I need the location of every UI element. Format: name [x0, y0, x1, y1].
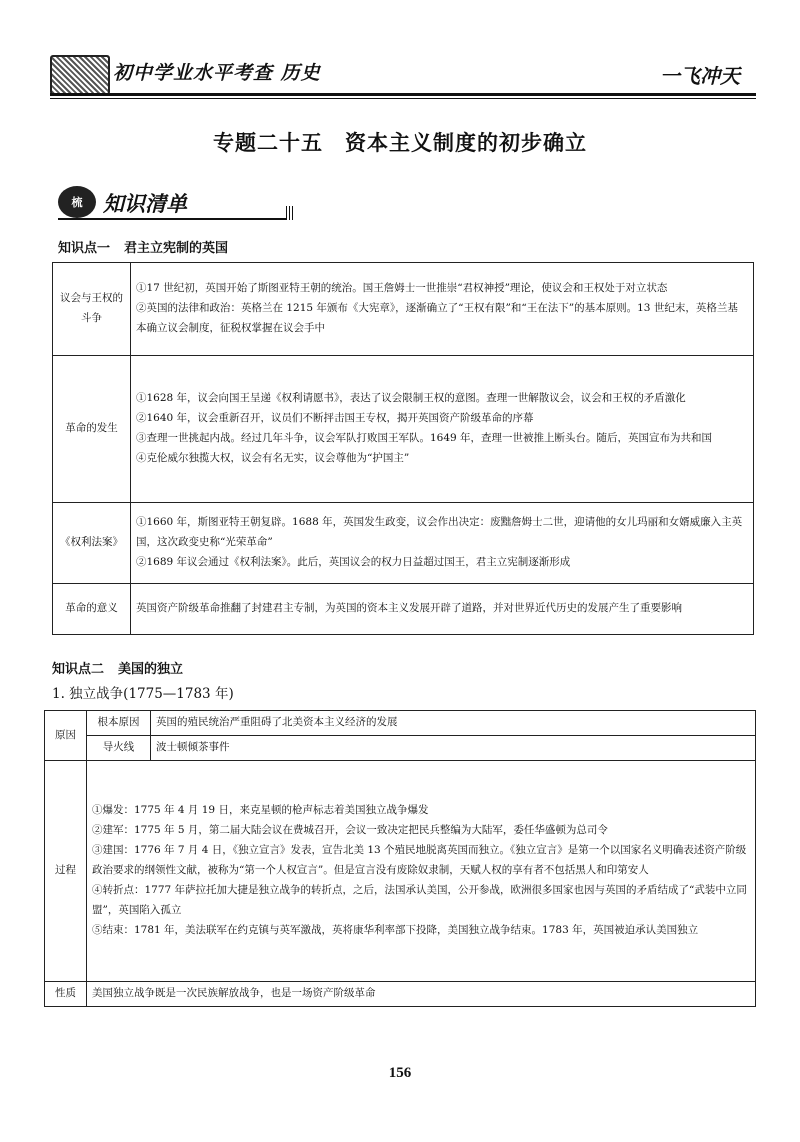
process-content	[87, 761, 756, 982]
table-row	[45, 736, 756, 761]
table-row	[45, 982, 756, 1007]
section2-heading	[52, 658, 183, 677]
knowledge-list-icon: 梳	[58, 186, 96, 218]
row-content	[131, 263, 754, 356]
knowledge-list-bars	[286, 206, 294, 220]
row-label: 革命的发生	[53, 356, 131, 503]
section2-table	[44, 710, 756, 1007]
list-item: ③建国：1776 年 7 月 4 日，《独立宣言》发表，宣告北美 13 个殖民地脱离英国而独立。《独立宣言》是第一个以国家名义明确表述资产阶级政治要求的纲领性文献，被称为“第一个人权宣言”。但是宣言没有废除奴隶制，天赋人权的享有者不包括黑人和印第安人	[92, 844, 747, 877]
brand-logo-text: 一飞冲天	[660, 64, 740, 88]
row-content	[131, 503, 754, 584]
topic-title: 专题二十五 资本主义制度的初步确立	[213, 130, 587, 155]
list-item: ②英国的法律和政治：英格兰在 1215 年颁布《大宪章》，逐渐确立了“王权有限”和“王在法下”的基本原则。13 世纪末，英格兰基本确立议会制度，征税权掌握在议会手中	[136, 302, 738, 334]
root-cause-text: 英国的殖民统治严重阻碍了北美资本主义经济的发展	[151, 711, 756, 736]
list-item: ②1689 年议会通过《权利法案》。此后，英国议会的权力日益超过国王，君主立宪制逐渐形成	[136, 555, 571, 568]
nature-text: 美国独立战争既是一次民族解放战争，也是一场资产阶级革命	[87, 982, 756, 1007]
row-label: 革命的意义	[53, 584, 131, 635]
section2-title: 美国的独立	[118, 662, 184, 677]
section2-subtitle: 1. 独立战争(1775—1783 年)	[52, 686, 234, 702]
section1-heading	[58, 237, 228, 256]
list-item: ①17 世纪初，英国开始了斯图亚特王朝的统治。国王詹姆士一世推崇“君权神授”理论，使议会和王权处于对立状态	[136, 282, 668, 295]
list-item: ⑤结束：1781 年，美法联军在约克镇与英军激战，英将康华利率部下投降，美国独立战争结束。1783 年，英国被迫承认美国独立	[92, 923, 699, 936]
table-row	[53, 503, 754, 584]
section1-table	[52, 262, 754, 635]
knowledge-list-underline	[58, 218, 292, 220]
section1-title: 君主立宪制的英国	[124, 241, 229, 256]
table-row	[53, 263, 754, 356]
list-item: ④转折点：1777 年萨拉托加大捷是独立战争的转折点，之后，法国承认美国，公开参战，欧洲很多国家也因与英国的矛盾结成了“武装中立同盟”，英国陷入孤立	[92, 883, 747, 916]
process-label: 过程	[45, 761, 87, 982]
fuse-label: 导火线	[87, 736, 151, 761]
table-row	[45, 711, 756, 736]
row-content	[131, 584, 754, 635]
list-item: ③查理一世挑起内战。经过几年斗争，议会军队打败国王军队。1649 年，查理一世被推上断头台。随后，英国宣布为共和国	[136, 432, 713, 444]
list-item: ②建军：1775 年 5 月，第二届大陆会议在费城召开，会议一致决定把民兵整编为大陆军，委任华盛顿为总司令	[92, 824, 608, 837]
list-item: ①爆发：1775 年 4 月 19 日，来克星顿的枪声标志着美国独立战争爆发	[92, 804, 429, 817]
table-row	[53, 356, 754, 503]
page-number: 156	[388, 1065, 412, 1081]
header-rule-thin	[50, 98, 756, 99]
row-label: 《权利法案》	[53, 503, 131, 584]
list-item: ②1640 年，议会重新召开，议员们不断抨击国王专权，揭开英国资产阶级革命的序幕	[136, 412, 534, 425]
book-title: 初中学业水平考查 历史	[113, 62, 321, 84]
table-row	[45, 761, 756, 982]
section1-number: 知识点一	[58, 241, 111, 256]
section2-number: 知识点二	[52, 662, 105, 677]
header-logo	[50, 55, 110, 95]
fuse-text: 波士顿倾茶事件	[151, 736, 756, 761]
table-row	[53, 584, 754, 635]
nature-label: 性质	[45, 982, 87, 1007]
header-rule	[50, 93, 756, 96]
list-item: ①1660 年，斯图亚特王朝复辟。1688 年，英国发生政变，议会作出决定：废黜詹姆士二世，迎请他的女儿玛丽和女婿威廉入主英国，这次政变史称“光荣革命”	[136, 516, 743, 549]
knowledge-list-heading: 知识清单	[103, 191, 187, 216]
list-item: 英国资产阶级革命推翻了封建君主专制，为英国的资本主义发展开辟了道路，并对世界近代历史的发展产生了重要影响	[136, 602, 682, 615]
row-label: 议会与王权的斗争	[53, 263, 131, 356]
row-content	[131, 356, 754, 503]
cause-label: 原因	[45, 711, 87, 761]
list-item: ①1628 年，议会向国王呈递《权利请愿书》，表达了议会限制王权的意图。查理一世解散议会，议会和王权的矛盾激化	[136, 392, 686, 405]
list-item: ④克伦威尔独揽大权，议会有名无实，议会尊他为“护国主”	[136, 451, 410, 464]
root-cause-label: 根本原因	[87, 711, 151, 736]
